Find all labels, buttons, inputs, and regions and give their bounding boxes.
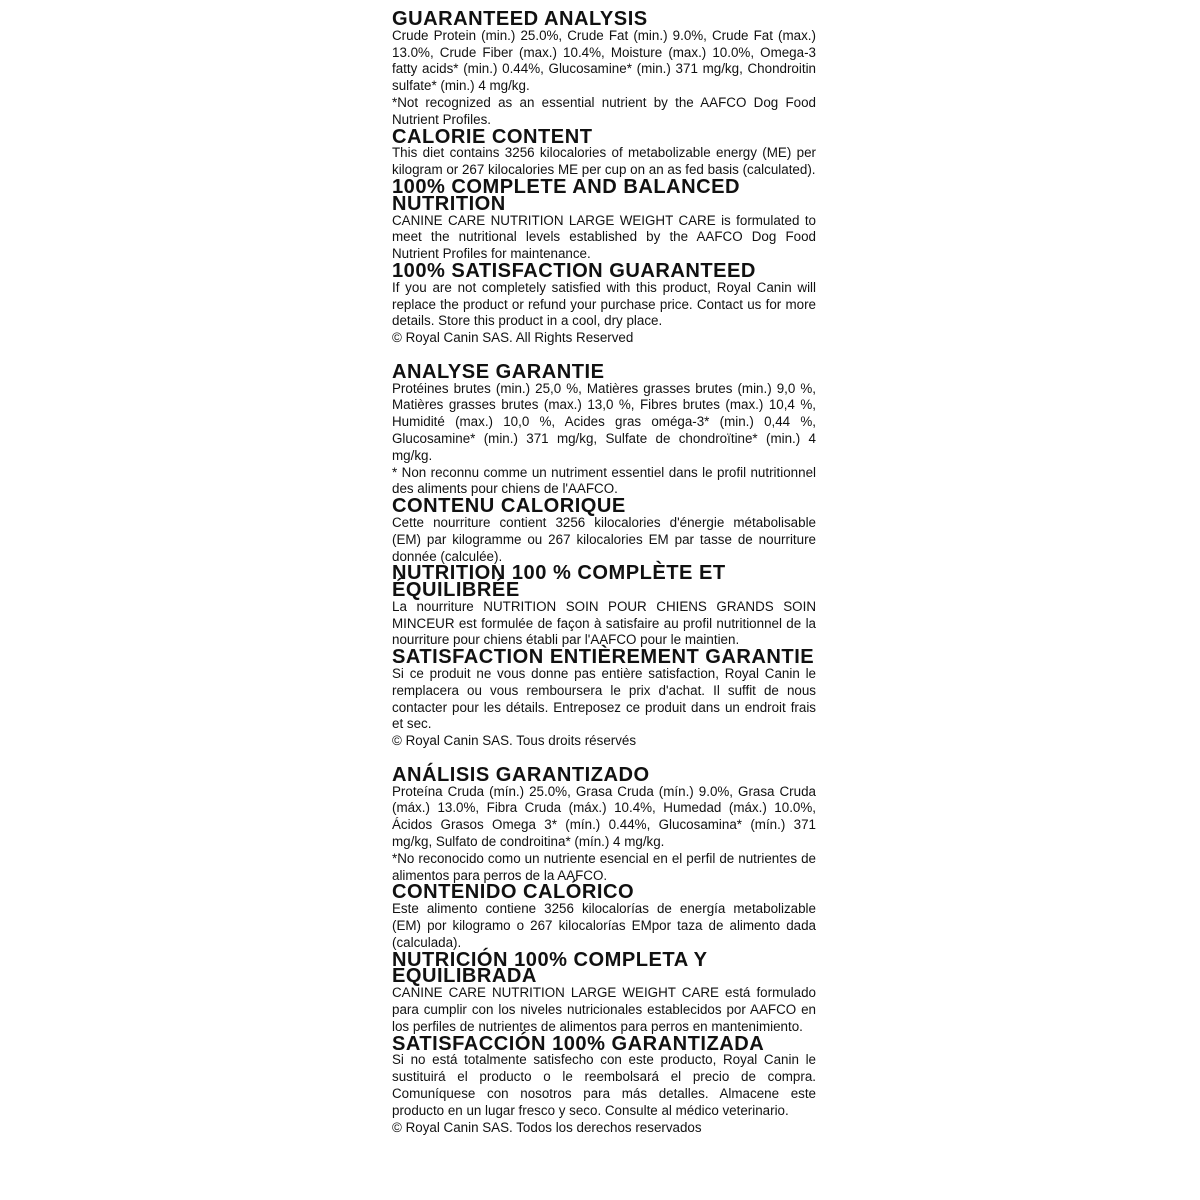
footnote-not-recognized: *Not recognized as an essential nutrient by the AAFCO Dog Food Nutrient Profiles. (392, 94, 816, 127)
paragraph-complete-balanced: CANINE CARE NUTRITION LARGE WEIGHT CARE is formulated to meet the nutritional levels established by the AAFCO Dog Food Nutrient Profiles for maintenance. (392, 212, 816, 262)
footnote-non-reconnu: * Non reconnu comme un nutriment essentiel dans le profil nutritionnel des aliments pour chiens de l'AAFCO. (392, 464, 816, 497)
paragraph-satisfaction-garantie: Si ce produit ne vous donne pas entière satisfaction, Royal Canin le remplacera ou vous remboursera le prix d'achat. Il suffit de nous contacter pour les détails. Entreposez ce produit dans un endroit frais et sec. (392, 666, 816, 732)
paragraph-satisfaction-guaranteed: If you are not completely satisfied with this product, Royal Canin will replace the product or refund your purchase price. Contact us for more details. Store this product in a cool, dry place. (392, 279, 816, 329)
heading-analisis-garantizado: ANÁLISIS GARANTIZADO (392, 763, 650, 786)
heading-guaranteed-analysis: GUARANTEED ANALYSIS (392, 8, 648, 30)
label-text-column (392, 8, 816, 1136)
heading-analyse-garantie: ANALYSE GARANTIE (392, 360, 605, 383)
paragraph-contenido-calorico: Este alimento contiene 3256 kilocalorías de energía metabolizable (EM) por kilogramo o 267 kilocalorías EMpor taza de alimento dada (calculada). (392, 901, 816, 950)
heading-contenido-calorico: CONTENIDO CALÓRICO (392, 881, 635, 904)
copyright-spanish: © Royal Canin SAS. Todos los derechos reservados (392, 1119, 702, 1135)
heading-satisfaccion-garantizada: SATISFACCIÓN 100% GARANTIZADA (392, 1032, 765, 1055)
heading-calorie-content: CALORIE CONTENT (392, 125, 593, 148)
section-english (392, 8, 816, 347)
section-spanish (392, 763, 816, 1137)
section-french (392, 360, 816, 750)
heading-satisfaction-guaranteed: 100% SATISFACTION GUARANTEED (392, 259, 756, 282)
paragraph-satisfaccion-garantizada: Si no está totalmente satisfecho con este producto, Royal Canin le sustituirá el producto o le reembolsará el precio de compra. Comuníquese con nosotros para más detalles. Almacene este producto en un lugar fresco y seco. Consulte al médico veterinario. (392, 1052, 816, 1118)
copyright-french: © Royal Canin SAS. Tous droits réservés (392, 733, 637, 749)
heading-nutricion-completa: NUTRICIÓN 100% COMPLETA Y EQUILIBRADA (392, 948, 708, 988)
heading-complete-balanced: 100% COMPLETE AND BALANCED NUTRITION (392, 175, 741, 215)
paragraph-calorie-content: This diet contains 3256 kilocalories of metabolizable energy (ME) per kilogram or 267 kilocalories ME per cup on an as fed basis (calculated). (392, 145, 816, 178)
paragraph-nutrition-complete: La nourriture NUTRITION SOIN POUR CHIENS GRANDS SOIN MINCEUR est formulée de façon à satisfaire au profil nutritionnel de la nourriture pour chiens établi par l'AAFCO pour le maintien. (392, 598, 816, 648)
paragraph-analyse-garantie: Protéines brutes (min.) 25,0 %, Matières grasses brutes (min.) 9,0 %, Matières grasses brutes (max.) 13,0 %, Fibres brutes (max.) 10,4 %, Humidité (max.) 10,0 %, Acides gras oméga-3* (min.) 0,44 %, Glucosamine* (min.) 371 mg/kg, Sulfate de chondroïtine* (min.) 4 mg/kg. (392, 380, 816, 463)
footnote-no-reconocido: *No reconocido como un nutriente esencial en el perfil de nutrientes de alimentos para perros de la AAFCO. (392, 850, 816, 883)
heading-contenu-calorique: CONTENU CALORIQUE (392, 495, 626, 518)
paragraph-nutricion-completa: CANINE CARE NUTRITION LARGE WEIGHT CARE está formulado para cumplir con los niveles nutricionales establecidos por AAFCO en los perfiles de nutrientes de alimentos para perros en mantenimiento. (392, 985, 816, 1034)
paragraph-contenu-calorique: Cette nourriture contient 3256 kilocalories d'énergie métabolisable (EM) par kilogramme ou 267 kilocalories EM par tasse de nourriture donnée (calculée). (392, 514, 816, 564)
paragraph-analisis-garantizado: Proteína Cruda (mín.) 25.0%, Grasa Cruda (mín.) 9.0%, Grasa Cruda (máx.) 13.0%, Fibra Cruda (máx.) 10.4%, Humedad (máx.) 10.0%, Ácidos Grasos Omega 3* (mín.) 0.44%, Glucosamina* (mín.) 371 mg/kg, Sulfato de condroitina* (mín.) 4 mg/kg. (392, 783, 816, 850)
heading-satisfaction-garantie: SATISFACTION ENTIÈREMENT GARANTIE (392, 646, 815, 669)
copyright-english: © Royal Canin SAS. All Rights Reserved (392, 330, 634, 346)
paragraph-guaranteed-analysis: Crude Protein (min.) 25.0%, Crude Fat (min.) 9.0%, Crude Fat (max.) 13.0%, Crude Fiber (max.) 10.4%, Moisture (max.) 10.0%, Omega-3 fatty acids* (min.) 0.44%, Glucosamine* (min.) 371 mg/kg, Chondroitin sulfate* (min.) 4 mg/kg. (392, 27, 816, 94)
heading-nutrition-complete: NUTRITION 100 % COMPLÈTE ET ÉQUILIBRÉE (392, 562, 726, 602)
